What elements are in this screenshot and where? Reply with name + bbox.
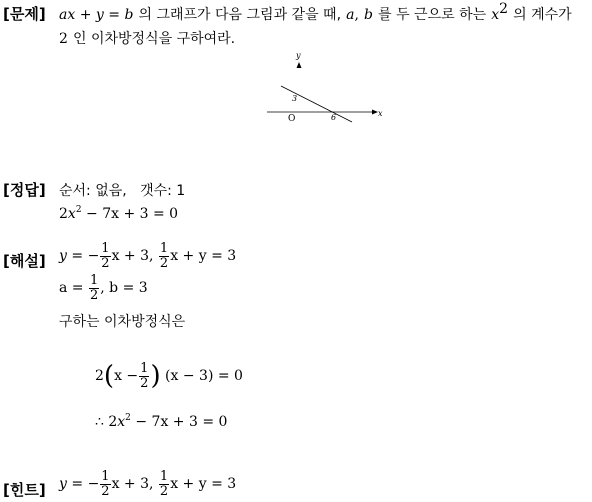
solution-equation: 2(x − $\frac{1}{2}$ ) (x − 3) = 0 [95,361,243,392]
x-intercept-label: 6 [331,113,337,122]
eq-x-minus: x − [114,368,139,385]
answer-rest: − 7x + 3 = 0 [86,206,179,222]
problem-line-2 [59,28,235,48]
problem-text-coef: 의 계수가 [513,7,572,23]
solution-x3: x + 3, [111,248,154,265]
frac-num: 1 [101,469,110,484]
solution-tag: [해설] [3,252,46,270]
problem-var-x: x [491,7,500,23]
frac-num: 1 [101,241,110,256]
answer-order: 순서: 없음, [59,183,127,199]
problem-eq-y: y [95,7,104,23]
solution-line-1: y = − $\frac{1}{2}$ x + 3, $\frac{1}{2}$ x + y = 3 [59,241,237,271]
problem-var-a: a [346,7,355,23]
answer-meta [59,180,185,200]
solution-b: , b = 3 [100,280,148,297]
frac-num: 1 [159,469,169,484]
problem-eq-ax: ax [59,7,76,23]
origin-label: O [288,114,296,124]
therefore-lead: ∴ 2 [95,414,118,430]
hint-x3: x + 3, [111,476,154,493]
problem-line2-text: 인 이차방정식을 구하여라. [73,31,236,47]
answer-coef: 2 [59,206,68,222]
y-axis-arrow-icon [297,62,302,68]
line-graph [262,46,387,128]
hint-x-plus-y: x + y = 3 [170,476,237,493]
fraction [100,470,110,498]
fraction [100,242,110,270]
frac-den: 2 [89,287,99,303]
frac-num: 1 [159,241,169,256]
solution-line-2 [59,274,148,302]
frac-num: 1 [89,273,99,288]
problem-text-after-b: 를 두 근으로 하는 [378,7,487,23]
eq-rest: (x − 3) = 0 [165,368,243,385]
solution-minus: − [87,248,100,265]
solution-therefore: ∴ $2x^2 - 7x + 3 = 0$ [95,413,228,430]
answer-count: 갯수: 1 [140,183,186,199]
eq-coef: 2 [95,368,104,385]
problem-exp: 2 [499,1,509,17]
solution-y: y [59,248,67,265]
solution-x-plus-y: x + y = 3 [170,248,237,265]
frac-den: 2 [140,375,149,391]
frac-den: 2 [101,255,110,271]
hint-y: y [59,476,67,493]
answer-tag: [정답] [3,181,46,199]
frac-den: 2 [159,483,169,499]
problem-line2-num: 2 [59,31,68,47]
y-axis-label: y [296,51,301,60]
fraction [89,274,99,302]
fraction [159,242,169,270]
frac-num: 1 [140,361,149,376]
hint-tag: [힌트] [3,481,46,499]
problem-text-mid: 의 그래프가 다음 그림과 같을 때, [138,7,342,23]
solution-line-3: 구하는 이차방정식은 [59,314,186,330]
fraction [159,470,169,498]
frac-den: 2 [101,483,110,499]
hint-line: y = − $\frac{1}{2}$ x + 3, $\frac{1}{2}$ x + y = 3 [59,469,237,499]
answer-equation: $2x^2 - 7x + 3 = 0$ [59,205,179,222]
hint-minus: − [87,476,100,493]
x-axis-label: x [378,109,383,118]
y-intercept-label: 3 [292,94,298,103]
solution-a: a = [59,280,84,297]
problem-line-1: ax + y = b 의 그래프가 다음 그림과 같을 때, a, b 를 두 근으로 하는 $x^2$ 의 계수가 [59,1,572,23]
fraction [139,362,149,390]
problem-eq-b: b [124,7,134,23]
frac-den: 2 [159,255,169,271]
problem-tag: [문제] [3,5,46,23]
problem-var-b: b [364,7,373,23]
therefore-rest: − 7x + 3 = 0 [135,414,228,430]
